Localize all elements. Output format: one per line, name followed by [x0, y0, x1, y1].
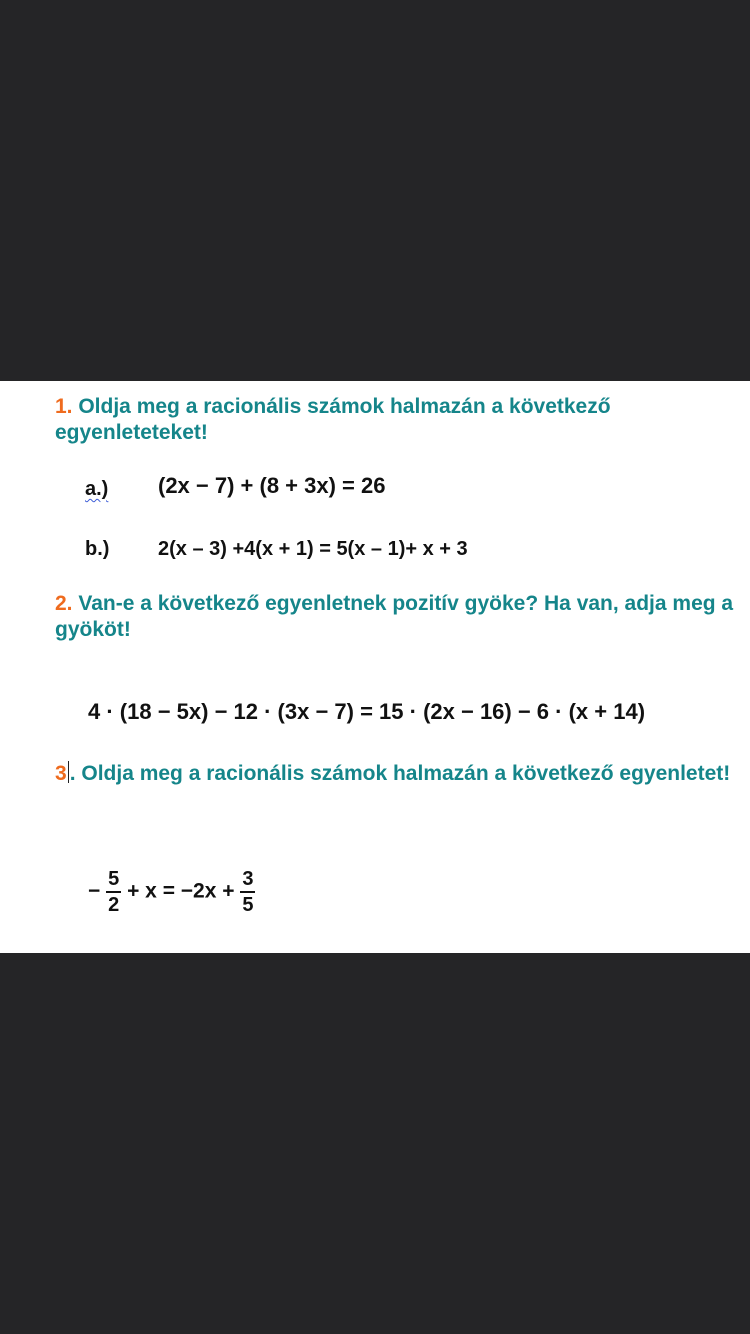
task-1b-equation	[158, 538, 468, 561]
fraction-1-numerator: 5	[106, 868, 121, 893]
task-3-left-sign: −	[88, 879, 101, 903]
task-2-equation	[88, 699, 645, 725]
task-3-number: 3	[55, 762, 67, 785]
task-1b-equation-text: 2(x – 3) +4(x + 1) = 5(x – 1)+ x + 3	[158, 538, 468, 560]
task-1-number: 1.	[55, 395, 73, 418]
task-1a-label	[85, 478, 108, 501]
task-2-equation-text: 4 · (18 − 5x) − 12 · (3x − 7) = 15 · (2x − 16) − 6 · (x + 14)	[88, 699, 646, 724]
text-cursor	[68, 761, 69, 783]
task-3-text: . Oldja meg a racionális számok halmazán a következő egyenletet!	[69, 762, 731, 785]
task-2-heading	[55, 591, 735, 643]
task-2-text: Van-e a következő egyenletnek pozitív gyöke? Ha van, adja meg a gyököt!	[55, 592, 734, 641]
task-1a-label-text: a.)	[85, 478, 109, 500]
fraction-2-denominator: 5	[242, 894, 254, 916]
fraction-2-numerator: 3	[240, 868, 255, 893]
task-1-text: Oldja meg a racionális számok halmazán a következő egyenleteteket!	[55, 395, 611, 444]
document-page	[0, 381, 750, 953]
task-1b-label	[85, 538, 109, 561]
fraction-five-halves	[106, 868, 121, 916]
task-3-equation	[88, 868, 255, 916]
task-2-number: 2.	[55, 592, 73, 615]
task-1b-label-text: b.)	[85, 538, 110, 560]
task-3-middle: + x = −2x +	[127, 879, 235, 903]
fraction-three-fifths	[240, 868, 255, 916]
fraction-1-denominator: 2	[108, 894, 120, 916]
task-1a-equation	[158, 473, 385, 499]
task-1-heading	[55, 394, 735, 446]
task-1a-equation-text: (2x − 7) + (8 + 3x) = 26	[158, 473, 386, 498]
task-3-heading	[55, 761, 735, 787]
